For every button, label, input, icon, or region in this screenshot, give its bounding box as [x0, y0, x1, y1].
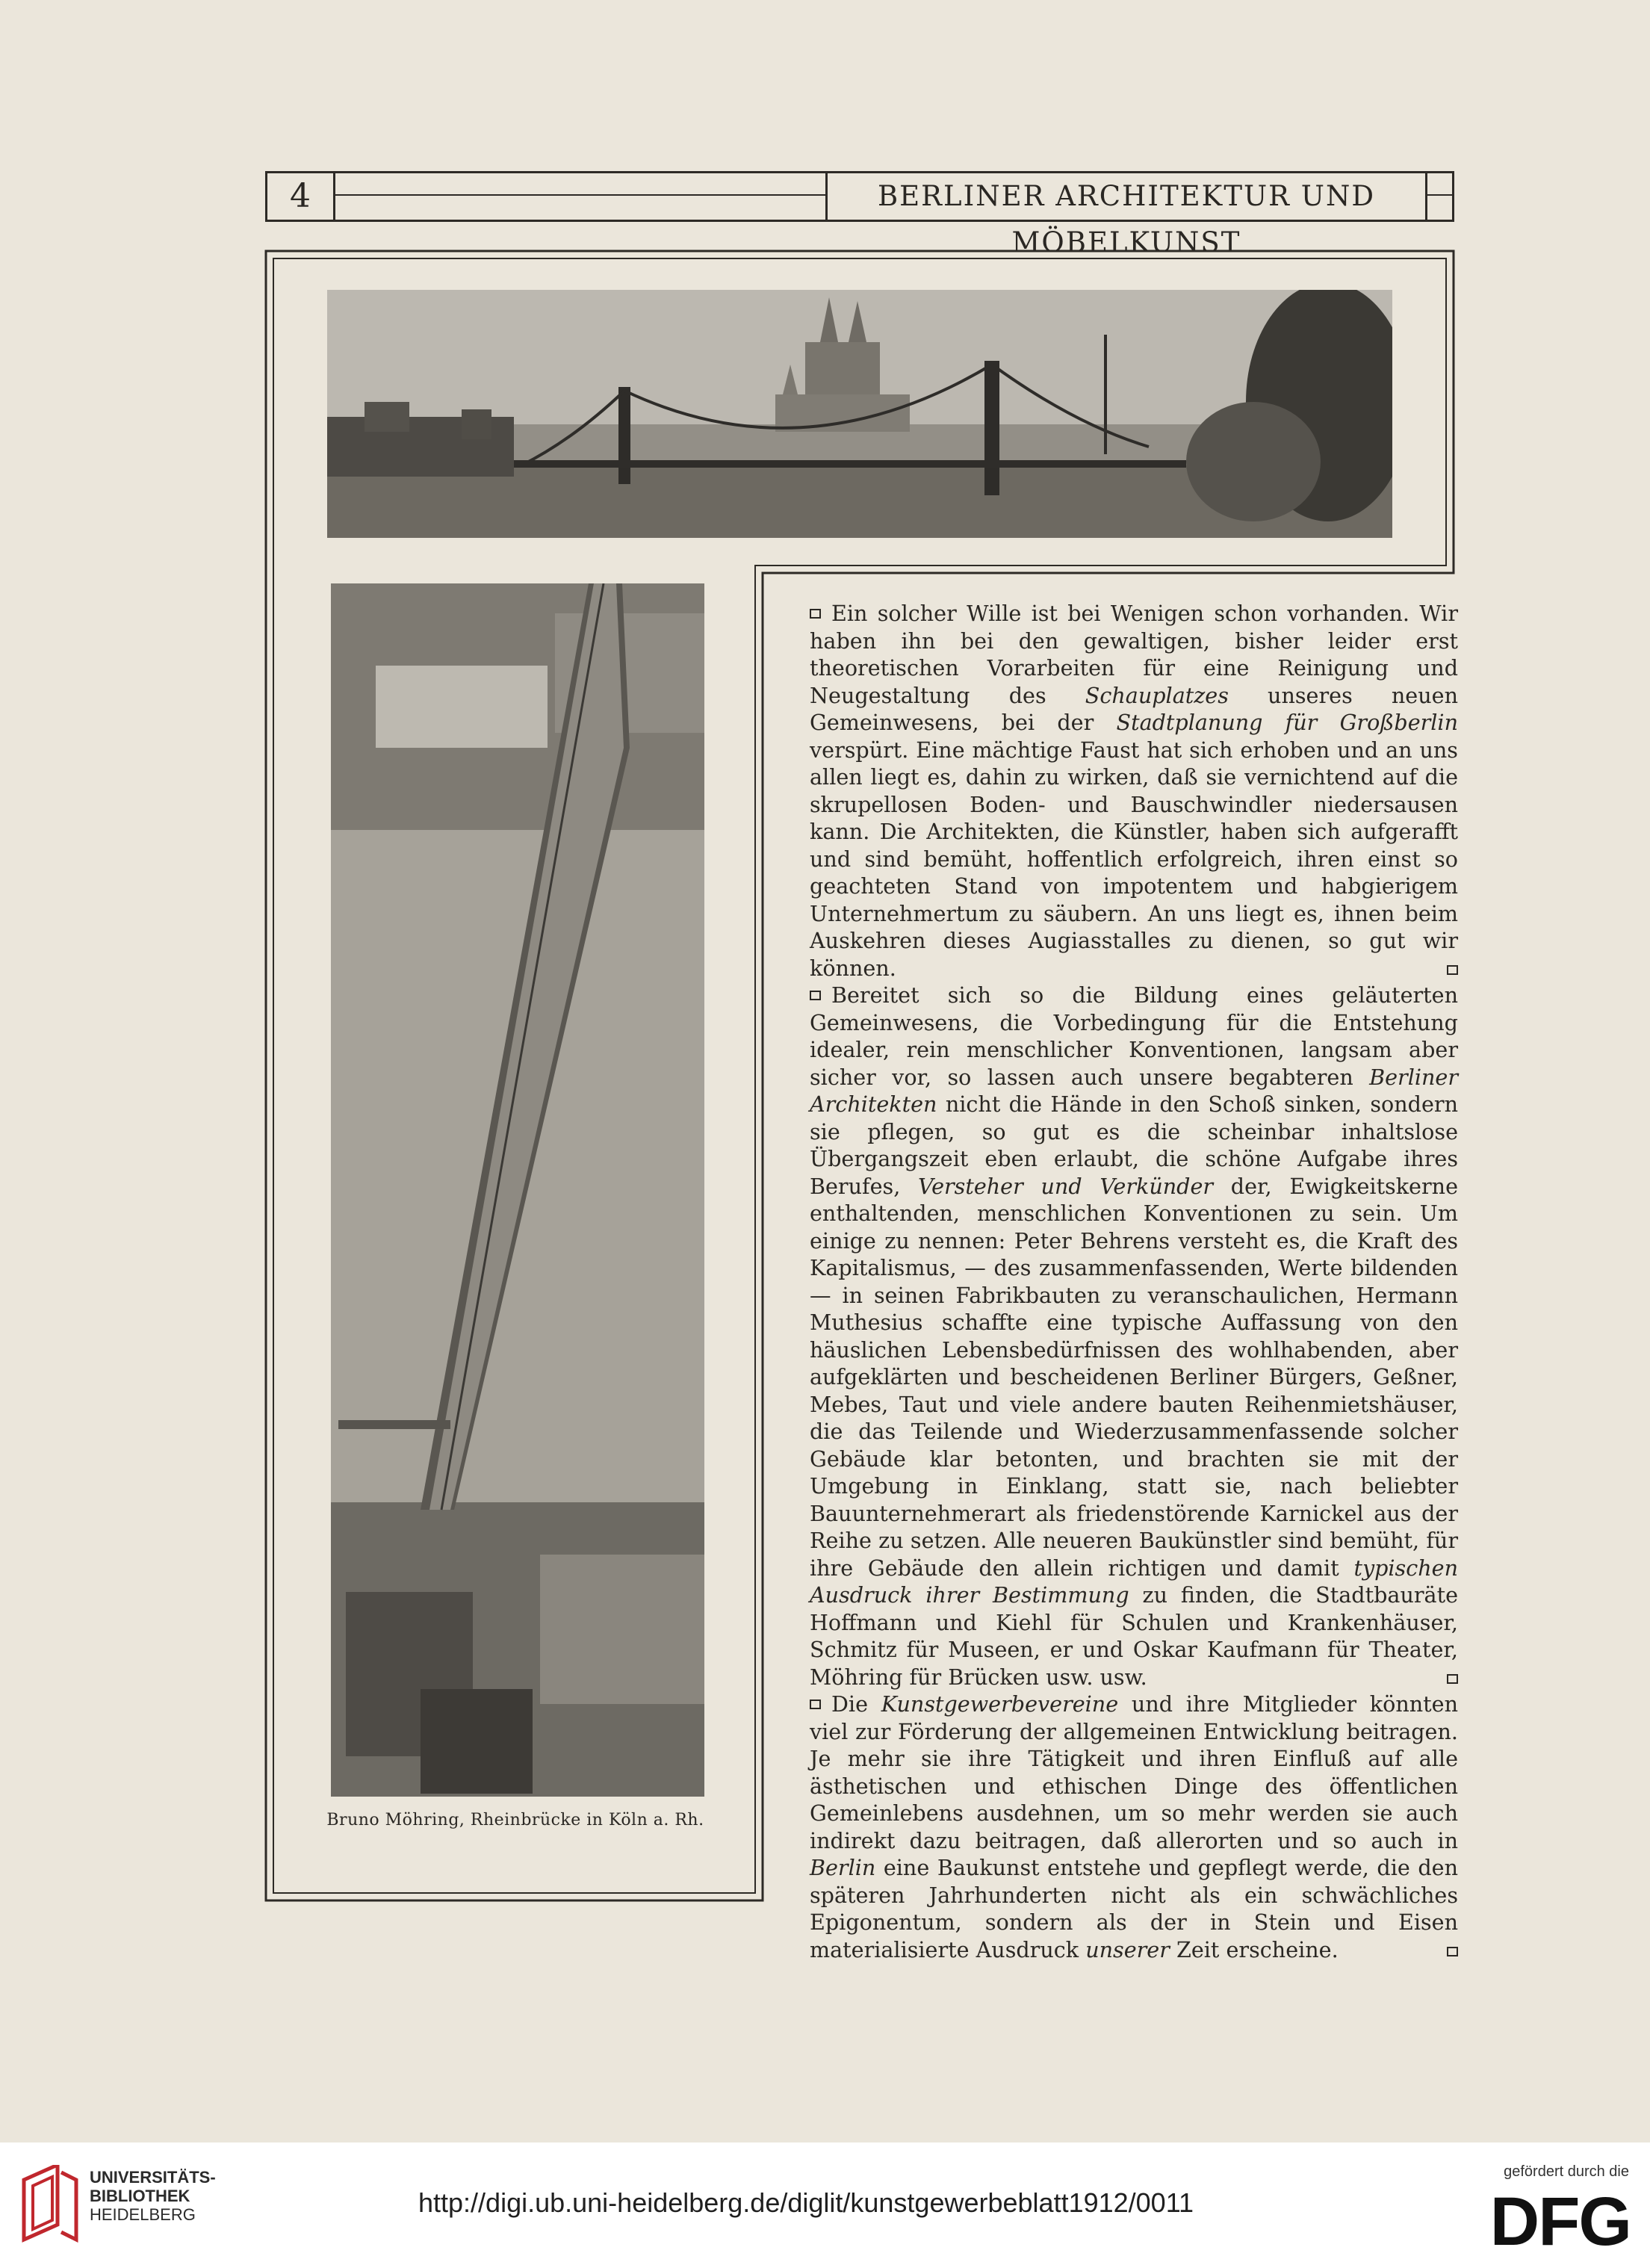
article-body — [810, 600, 1458, 1963]
text-run: unseres neuen Gemeinwesens, bei der — [810, 682, 1458, 735]
text-run: verspürt. Eine mächtige Faust hat sich erhoben und an uns allen liegt es, dahin zu wirken, daß sie vernichtend auf die skrupellosen Boden- und Bauschwindler niedersausen kann. Die Architekten, die Künstler, haben sich aufgerafft und sind bemüht, hoffentlich erfolgreich, ihren einst so geachteten Stand von impotentem und habgierigem Unternehmertum zu säubern. An uns liegt es, ihnen beim Auskehren dieses Augiasstalles zu dienen, so gut wir können. — [810, 737, 1458, 981]
italic-run: unserer — [1085, 1936, 1170, 1962]
italic-run: typischen Ausdruck ihrer Bestimmung — [810, 1555, 1458, 1608]
paragraph-end-marker-icon — [1447, 1947, 1458, 1956]
funding-label: gefördert durch die — [1504, 2163, 1629, 2180]
paragraph-marker-icon — [810, 991, 821, 1000]
text-run: zu finden, die Stadtbauräte Hoffmann und Kiehl für Schulen und Krankenhäuser, Schmitz für Museen, er und Oskar Kaufmann für Theater, Möhring für Brücken usw. usw. — [810, 1582, 1458, 1690]
paragraph-3 — [810, 1691, 1458, 1963]
text-run: und ihre Mitglieder könnten viel zur Förderung der allgemeinen Entwicklung beitragen. Je mehr sie ihre Tätigkeit und ihren Einfluß auf alle ästhetischen und ethischen Dinge des öffentlichen Gemeinlebens ausdehnen, um so mehr werden sie auch indirekt dazu beitragen, daß allerorten und so auch in — [810, 1691, 1458, 1853]
italic-run: Stadtplanung für Großberlin — [1116, 710, 1458, 735]
text-run: der, Ewigkeitskerne enthaltenden, menschlichen Konventionen zu sein. Um einige zu nennen: Peter Behrens versteht es, die Kraft des Kapitalismus, — des zusammenfassenden, Werte bildenden — in seinen Fabrikbauten zu veranschaulichen, Hermann Muthesius schaffte eine typische Auffassung von den häuslichen Lebensbedürfnissen des wohlhabenden, aber aufgeklärten und bescheidenen Berliner Bürgers, Geßner, Mebes, Taut und viele andere bauten Reihenmietshäuser, die das Teilende und Wiederzusammenfassende solcher Gebäude klar betonten, und brachten sie mit der Umgebung in Einklang, statt sie, nach beliebter Bauunternehmerart als friedenstörende Karnickel aus der Reihe zu setzen. Alle neueren Baukünstler sind bemüht, für ihre Gebäude den allein richtigen und damit — [810, 1173, 1458, 1581]
italic-run: Schauplatzes — [1085, 682, 1229, 708]
paragraph-1 — [810, 600, 1458, 982]
italic-run: Berliner Architekten — [810, 1064, 1458, 1117]
paragraph-end-marker-icon — [1447, 965, 1458, 975]
bridge-panorama-image — [327, 290, 1392, 538]
paragraph-2 — [810, 982, 1458, 1691]
paragraph-marker-icon — [810, 609, 821, 619]
library-name-line: UNIVERSITÄTS- — [90, 2168, 216, 2187]
dfg-logo: DFG — [1489, 2184, 1631, 2260]
figure-caption: Bruno Möhring, Rheinbrücke in Köln a. Rh. — [326, 1811, 704, 1829]
bridge-aerial-image — [331, 583, 704, 1797]
university-library-logo-icon — [16, 2165, 81, 2247]
library-name-line: HEIDELBERG — [90, 2205, 196, 2224]
library-name-line: BIBLIOTHEK — [90, 2187, 190, 2205]
paragraph-marker-icon — [810, 1700, 821, 1709]
text-run: eine Baukunst entstehe und gepflegt werde, die den späteren Jahrhunderten nicht als ein schwächliches Epigonentum, sondern als der in Stein und Eisen materialisierte Ausdruck — [810, 1855, 1458, 1962]
text-run: Die — [831, 1691, 881, 1717]
italic-run: Versteher und Verkünder — [918, 1173, 1214, 1199]
library-name — [90, 2168, 216, 2224]
page-number: 4 — [265, 173, 335, 220]
running-title: BERLINER ARCHITEKTUR UND MÖBELKUNST — [825, 173, 1427, 220]
italic-run: Berlin — [810, 1855, 876, 1880]
permalink-url[interactable]: http://digi.ub.uni-heidelberg.de/diglit/kunstgewerbeblatt1912/0011 — [418, 2187, 1194, 2218]
text-run: nicht die Hände in den Schoß sinken, sondern sie pflegen, so gut es die scheinbar inhaltslose Übergangszeit eben erlaubt, die schöne Aufgabe ihres Berufes, — [810, 1091, 1458, 1199]
footer-bar — [0, 2142, 1650, 2268]
text-run: Bereitet sich so die Bildung eines geläuterten Gemeinwesens, die Vorbedingung für die Entstehung idealer, rein menschlicher Konventionen, langsam aber sicher vor, so lassen auch unsere begabteren — [810, 982, 1458, 1090]
italic-run: Kunstgewerbevereine — [881, 1691, 1119, 1717]
paragraph-end-marker-icon — [1447, 1674, 1458, 1684]
text-run: Zeit erscheine. — [1169, 1936, 1339, 1962]
text-run: Ein solcher Wille ist bei Wenigen schon vorhanden. Wir haben ihn bei den gewaltigen, bisher leider erst theoretischen Vorarbeiten für eine Reinigung und Neugestaltung des — [810, 601, 1458, 708]
